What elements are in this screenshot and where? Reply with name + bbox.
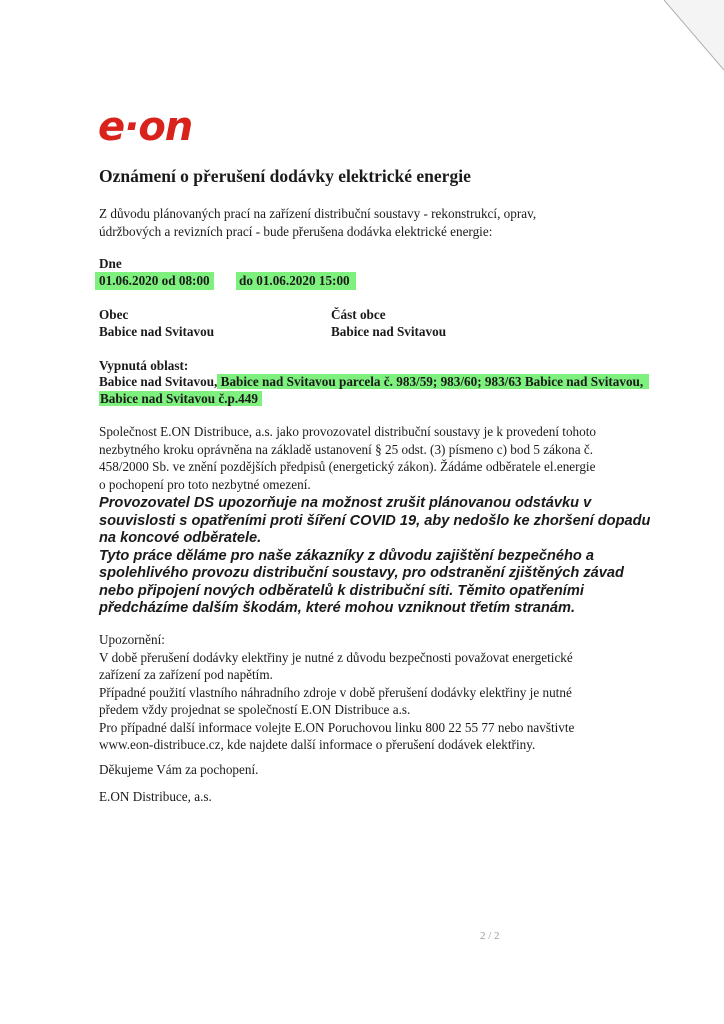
page-fold-corner	[634, 0, 724, 100]
municipality-value: Babice nad Svitavou	[99, 324, 215, 339]
intro-line: Z důvodu plánovaných prací na zařízení distribuční soustavy - rekonstrukcí, oprav,	[99, 206, 537, 221]
legal-line: nezbytného kroku oprávněna na základě ustanovení § 25 odst. (3) písmeno c) bod 5 zákona č.	[99, 441, 594, 457]
area-line-1	[99, 373, 649, 391]
warning-line: předem vždy projednat se společností E.ON Distribuce a.s.	[99, 702, 411, 717]
page-number: 2 / 2	[480, 930, 500, 942]
thanks-text: Děkujeme Vám za pochopení.	[99, 762, 259, 777]
warning-line: www.eon-distribuce.cz, kde najdete další informace o přerušení dodávek elektřiny.	[99, 737, 536, 752]
covid-line: nebo připojení nových odběratelů k distribuční síti. Těmito opatřeními	[99, 582, 584, 599]
legal-line: o pochopení pro toto nezbytné omezení.	[99, 476, 311, 492]
warning-line: Pro případné další informace volejte E.ON Poruchovou linku 800 22 55 77 nebo navštivte	[99, 719, 575, 735]
covid-line: předcházíme dalším škodám, které mohou vzniknout třetím stranám.	[99, 600, 576, 616]
outage-date-to: do 01.06.2020 15:00	[236, 272, 356, 290]
area-house-number: Babice nad Svitavou č.p.449	[99, 391, 262, 406]
warning-paragraph	[99, 631, 574, 754]
covid-line: Provozovatel DS upozorňuje na možnost zrušit plánovanou odstávku v	[99, 495, 592, 511]
eon-logo	[98, 104, 192, 150]
covid-line: spolehlivého provozu distribuční soustavy, pro odstranění zjištěných závad	[99, 565, 624, 581]
area-village: Babice nad Svitavou,	[99, 374, 218, 389]
covid-notice	[99, 495, 699, 618]
area-line-2	[99, 390, 262, 408]
covid-line: na koncové odběratele.	[99, 530, 262, 546]
warning-heading: Upozornění:	[99, 632, 165, 647]
warning-line: V době přerušení dodávky elektřiny je nutné z důvodu bezpečnosti považovat energetické	[99, 649, 573, 665]
warning-line: Případné použití vlastního náhradního zdroje v době přerušení dodávky elektřiny je nutné	[99, 684, 572, 700]
intro-line: údržbových a revizních prací - bude přerušena dodávka elektrické energie:	[99, 223, 493, 239]
signature: E.ON Distribuce, a.s.	[99, 789, 212, 804]
part-label: Část obce	[331, 307, 386, 322]
page-title: Oznámení o přerušení dodávky elektrické energie	[99, 166, 471, 186]
eon-logo-text: e·on	[98, 104, 193, 150]
area-parcels: Babice nad Svitavou parcela č. 983/59; 983/60; 983/63 Babice nad Svitavou,	[217, 374, 649, 389]
covid-line: souvislosti s opatřeními proti šíření COVID 19, aby nedošlo ke zhoršení dopadu	[99, 512, 651, 529]
intro-paragraph	[99, 205, 536, 240]
area-label: Vypnutá oblast:	[99, 358, 189, 373]
date-label: Dne	[99, 256, 122, 271]
covid-line: Tyto práce děláme pro naše zákazníky z důvodu zajištění bezpečného a	[99, 547, 594, 564]
legal-paragraph	[99, 423, 596, 493]
legal-line: Společnost E.ON Distribuce, a.s. jako provozovatel distribuční soustavy je k provedení tohoto	[99, 424, 597, 439]
municipality-label: Obec	[99, 307, 129, 322]
legal-line: 458/2000 Sb. ve znění pozdějších předpisů (energetický zákon). Žádáme odběratele el.energie	[99, 459, 596, 474]
outage-date-from: 01.06.2020 od 08:00	[95, 272, 214, 290]
warning-line: zařízení za zařízení pod napětím.	[99, 667, 273, 682]
part-value: Babice nad Svitavou	[331, 324, 447, 339]
